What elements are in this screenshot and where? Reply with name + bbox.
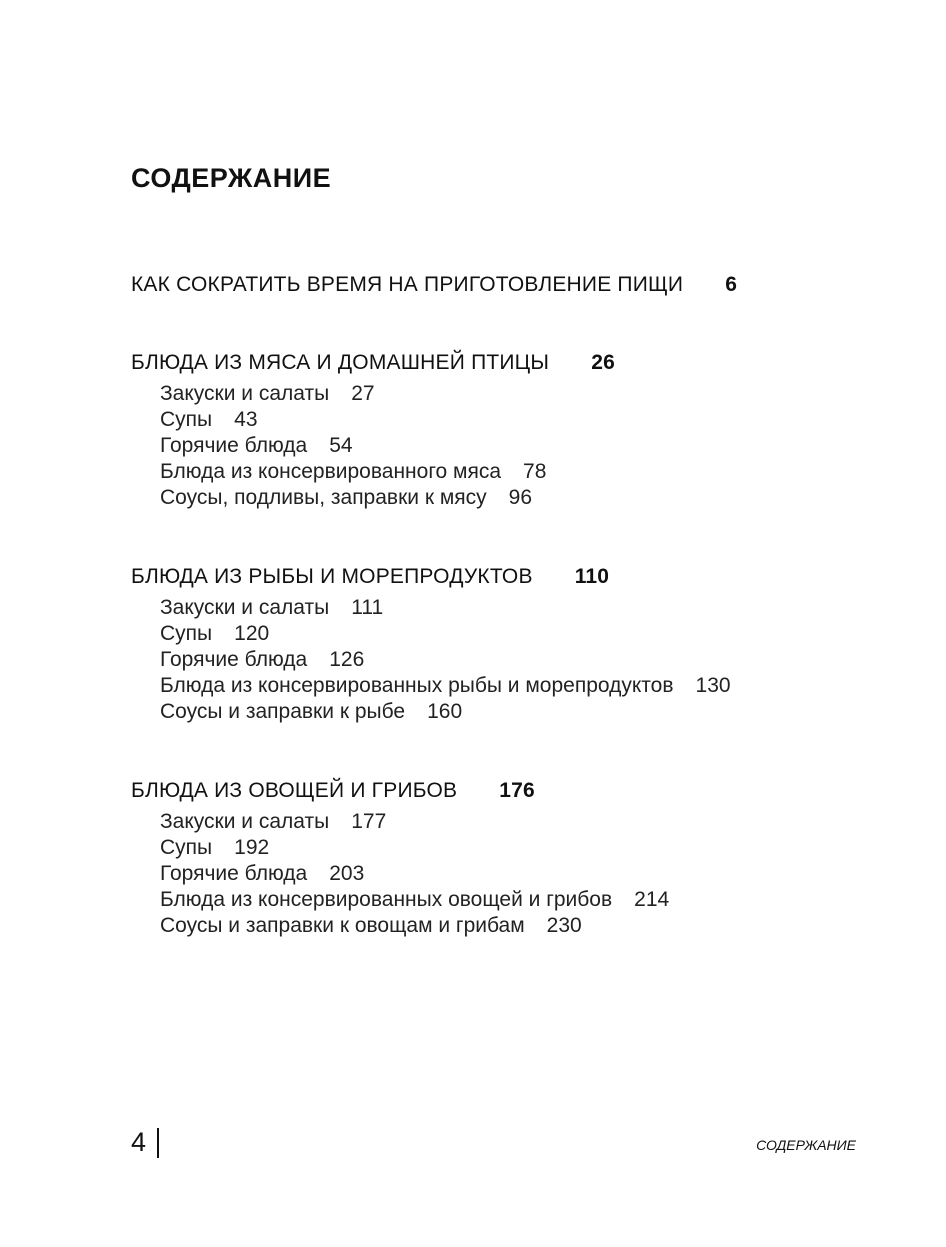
entry-label: Супы [160,622,213,645]
subsection-list [131,381,891,511]
section-title: КАК СОКРАТИТЬ ВРЕМЯ НА ПРИГОТОВЛЕНИЕ ПИЩИ [131,273,684,296]
table-of-contents [131,270,891,939]
section-page-number: 110 [574,565,610,588]
section-title: БЛЮДА ИЗ МЯСА И ДОМАШНЕЙ ПТИЦЫ [131,351,550,374]
section-heading[interactable] [131,776,891,806]
entry-label: Закуски и салаты [160,596,330,619]
entry-label: Горячие блюда [160,648,308,671]
footer-divider [157,1128,159,1158]
subsection-list [131,595,891,725]
section-heading[interactable] [131,348,891,378]
section-heading[interactable] [131,270,891,300]
entry-label: Блюда из консервированных рыбы и морепродуктов [160,674,674,697]
entry-label: Горячие блюда [160,862,308,885]
toc-entry[interactable] [160,887,891,913]
entry-label: Закуски и салаты [160,382,330,405]
toc-entry[interactable] [160,407,891,433]
entry-label: Супы [160,836,213,859]
toc-section [131,270,891,348]
entry-label: Соусы, подливы, заправки к мясу [160,486,487,509]
entry-page-number: 27 [351,382,375,405]
section-page-number: 6 [725,273,738,296]
toc-entry[interactable] [160,809,891,835]
entry-label: Соусы и заправки к овощам и грибам [160,914,525,937]
entry-page-number: 54 [329,434,353,457]
toc-entry[interactable] [160,381,891,407]
toc-entry[interactable] [160,861,891,887]
footer-running-head: СОДЕРЖАНИЕ [756,1137,856,1153]
entry-page-number: 230 [546,914,582,937]
entry-page-number: 111 [351,596,384,619]
toc-entry[interactable] [160,673,891,699]
entry-page-number: 126 [329,648,365,671]
subsection-list [131,809,891,939]
entry-page-number: 160 [427,700,463,723]
entry-page-number: 177 [351,810,387,833]
entry-label: Блюда из консервированных овощей и грибов [160,888,613,911]
entry-page-number: 120 [234,622,270,645]
section-title: БЛЮДА ИЗ ОВОЩЕЙ И ГРИБОВ [131,779,458,802]
entry-page-number: 130 [695,674,731,697]
toc-entry[interactable] [160,621,891,647]
toc-entry[interactable] [160,647,891,673]
toc-entry[interactable] [160,595,891,621]
entry-label: Супы [160,408,213,431]
toc-entry[interactable] [160,835,891,861]
toc-entry[interactable] [160,699,891,725]
section-heading[interactable] [131,562,891,592]
section-title: БЛЮДА ИЗ РЫБЫ И МОРЕПРОДУКТОВ [131,565,533,588]
toc-entry[interactable] [160,485,891,511]
entry-label: Горячие блюда [160,434,308,457]
section-page-number: 176 [499,779,535,802]
entry-page-number: 203 [329,862,365,885]
toc-section [131,348,891,562]
entry-label: Соусы и заправки к рыбе [160,700,406,723]
toc-entry[interactable] [160,459,891,485]
entry-page-number: 192 [234,836,270,859]
toc-section [131,776,891,939]
entry-label: Закуски и салаты [160,810,330,833]
footer-page-number: 4 [131,1127,147,1157]
entry-page-number: 43 [234,408,258,431]
entry-label: Блюда из консервированного мяса [160,460,502,483]
toc-entry[interactable] [160,913,891,939]
page-title: СОДЕРЖАНИЕ [131,163,332,193]
entry-page-number: 96 [508,486,533,509]
section-page-number: 26 [591,351,615,374]
toc-section [131,562,891,776]
entry-page-number: 78 [523,460,547,483]
entry-page-number: 214 [634,888,670,911]
toc-entry[interactable] [160,433,891,459]
